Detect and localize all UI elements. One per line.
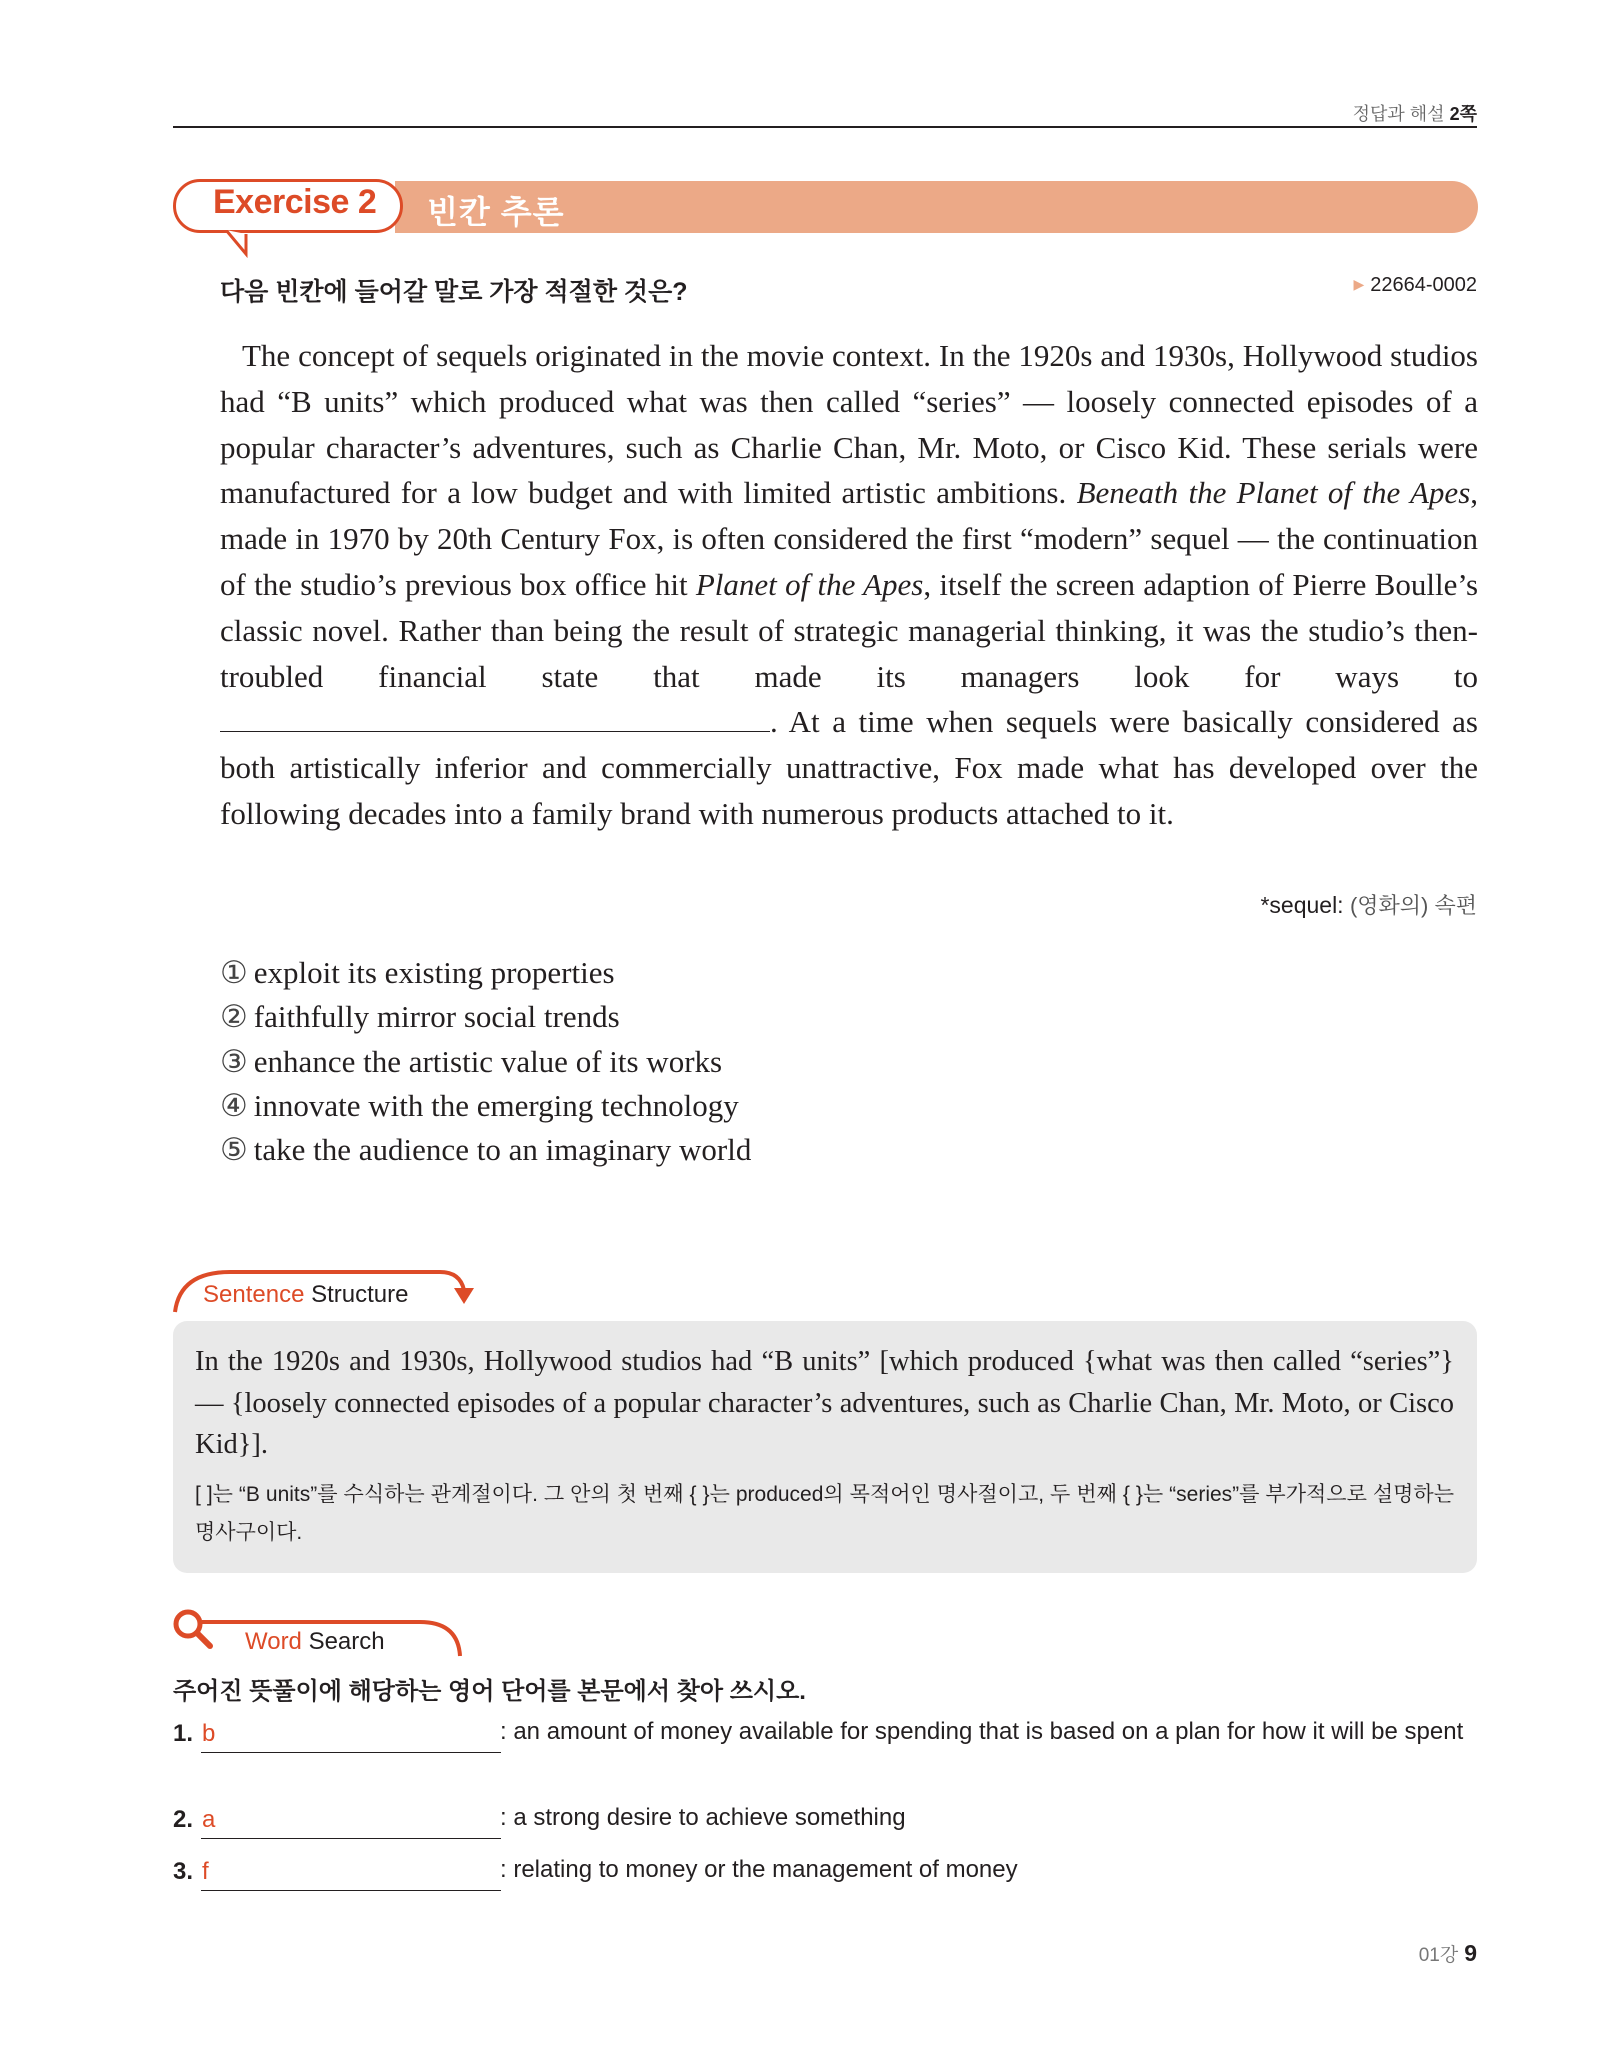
item-number: 2. xyxy=(173,1806,194,1833)
option-number: ⑤ xyxy=(220,1132,248,1168)
sentence-structure-label xyxy=(203,1281,408,1309)
option-number: ④ xyxy=(220,1087,248,1123)
passage-part3: , itself the screen adaption of Pierre Boulle’s classic novel. Rather than being the result of strategic managerial thinking, it was the studio’s then-troubled financial state that made its managers look for ways to xyxy=(220,566,1479,694)
label-rest: Search xyxy=(301,1628,385,1655)
footnote-term: *sequel: xyxy=(1260,892,1344,918)
answer-line[interactable] xyxy=(201,1752,501,1753)
label-highlight: Sentence xyxy=(203,1281,305,1308)
option-number: ① xyxy=(220,955,248,990)
option-text: enhance the artistic value of its works xyxy=(253,1043,723,1079)
item-number: 3. xyxy=(173,1858,194,1885)
header-page-ref: 2쪽 xyxy=(1449,104,1477,124)
exercise-label: Exercise 2 xyxy=(213,183,377,221)
structure-sentence: In the 1920s and 1930s, Hollywood studios had “B units” [which produced {what was then called “series”} — {loosely connected episodes of a popular character’s adventures, such as Charlie Chan, Mr. Moto, or Cisco Kid}]. xyxy=(195,1346,1454,1460)
option-3[interactable] xyxy=(220,1040,751,1084)
exercise-title: 빈칸 추론 xyxy=(427,194,565,230)
passage xyxy=(220,333,1478,837)
page-number: 9 xyxy=(1464,1940,1477,1966)
header-ref xyxy=(1353,100,1477,126)
question-instruction: 다음 빈칸에 들어갈 말로 가장 적절한 것은? xyxy=(220,278,688,306)
word-search-label xyxy=(245,1628,385,1656)
item-number: 1. xyxy=(173,1720,194,1747)
label-highlight: Word xyxy=(245,1628,302,1655)
play-triangle-icon: ▶ xyxy=(1353,276,1365,292)
header-rule xyxy=(173,126,1477,128)
option-2[interactable] xyxy=(220,995,751,1039)
option-number: ② xyxy=(220,999,248,1035)
passage-part4: . At a time when sequels were basically considered as both artistically inferior and commercially unattractive, Fox made what has developed over the following decades into a family brand with numerous products attached to it. xyxy=(220,704,1478,831)
item-hint-letter: f xyxy=(202,1858,209,1885)
passage-part2: , made in 1970 by 20th Century Fox, is often considered the first “modern” sequel — the continuation of the studio’s previous box office hit xyxy=(220,475,1479,602)
answer-options xyxy=(220,951,751,1172)
passage-part1: The concept of sequels originated in the movie context. In the 1920s and 1930s, Hollywood studios had “B units” which produced what was then called “series” — loosely connected episodes of a popular character’s adventures, such as Charlie Chan, Mr. Moto, or Cisco Kid. These serials were manufactured for a low budget and with limited artistic ambitions. xyxy=(220,338,1478,511)
option-4[interactable] xyxy=(220,1084,751,1128)
speech-tail-icon xyxy=(224,230,254,260)
answer-line[interactable] xyxy=(201,1890,501,1891)
footnote xyxy=(1260,889,1477,920)
item-hint-letter: b xyxy=(202,1720,216,1747)
header-label: 정답과 해설 xyxy=(1352,104,1445,124)
option-text: exploit its existing properties xyxy=(253,955,615,990)
footer-lesson: 01강 xyxy=(1418,1945,1459,1966)
item-hint-letter: a xyxy=(202,1806,216,1833)
page-footer xyxy=(1419,1940,1477,1967)
option-text: faithfully mirror social trends xyxy=(253,999,620,1035)
word-search-instruction: 주어진 뜻풀이에 해당하는 영어 단어를 본문에서 찾아 쓰시오. xyxy=(173,1678,806,1705)
answer-blank[interactable] xyxy=(220,705,770,732)
option-1[interactable] xyxy=(220,951,751,995)
structure-explanation: [ ]는 “B units”를 수식하는 관계절이다. 그 안의 첫 번째 { }는 produced의 목적어인 명사절이고, 두 번째 { }는 “series”를 부가적으로 설명하는 명사구이다. xyxy=(195,1482,1454,1544)
option-number: ③ xyxy=(220,1043,248,1079)
question-code xyxy=(1353,274,1477,297)
passage-title-2: Planet of the Apes xyxy=(695,566,924,602)
option-text: take the audience to an imaginary world xyxy=(253,1132,752,1168)
answer-line[interactable] xyxy=(201,1838,501,1839)
question-code-text: 22664-0002 xyxy=(1370,274,1477,296)
label-rest: Structure xyxy=(304,1281,409,1308)
footnote-meaning: (영화의) 속편 xyxy=(1349,893,1477,918)
passage-title-1: Beneath the Planet of the Apes xyxy=(1076,475,1471,511)
option-text: innovate with the emerging technology xyxy=(253,1087,739,1123)
option-5[interactable] xyxy=(220,1128,751,1172)
sentence-structure-box xyxy=(173,1321,1477,1573)
item-definition: : a strong desire to achieve something xyxy=(500,1804,906,1831)
item-definition: : an amount of money available for spending that is based on a plan for how it will be spent xyxy=(500,1718,1464,1745)
item-definition: : relating to money or the management of money xyxy=(500,1856,1018,1883)
